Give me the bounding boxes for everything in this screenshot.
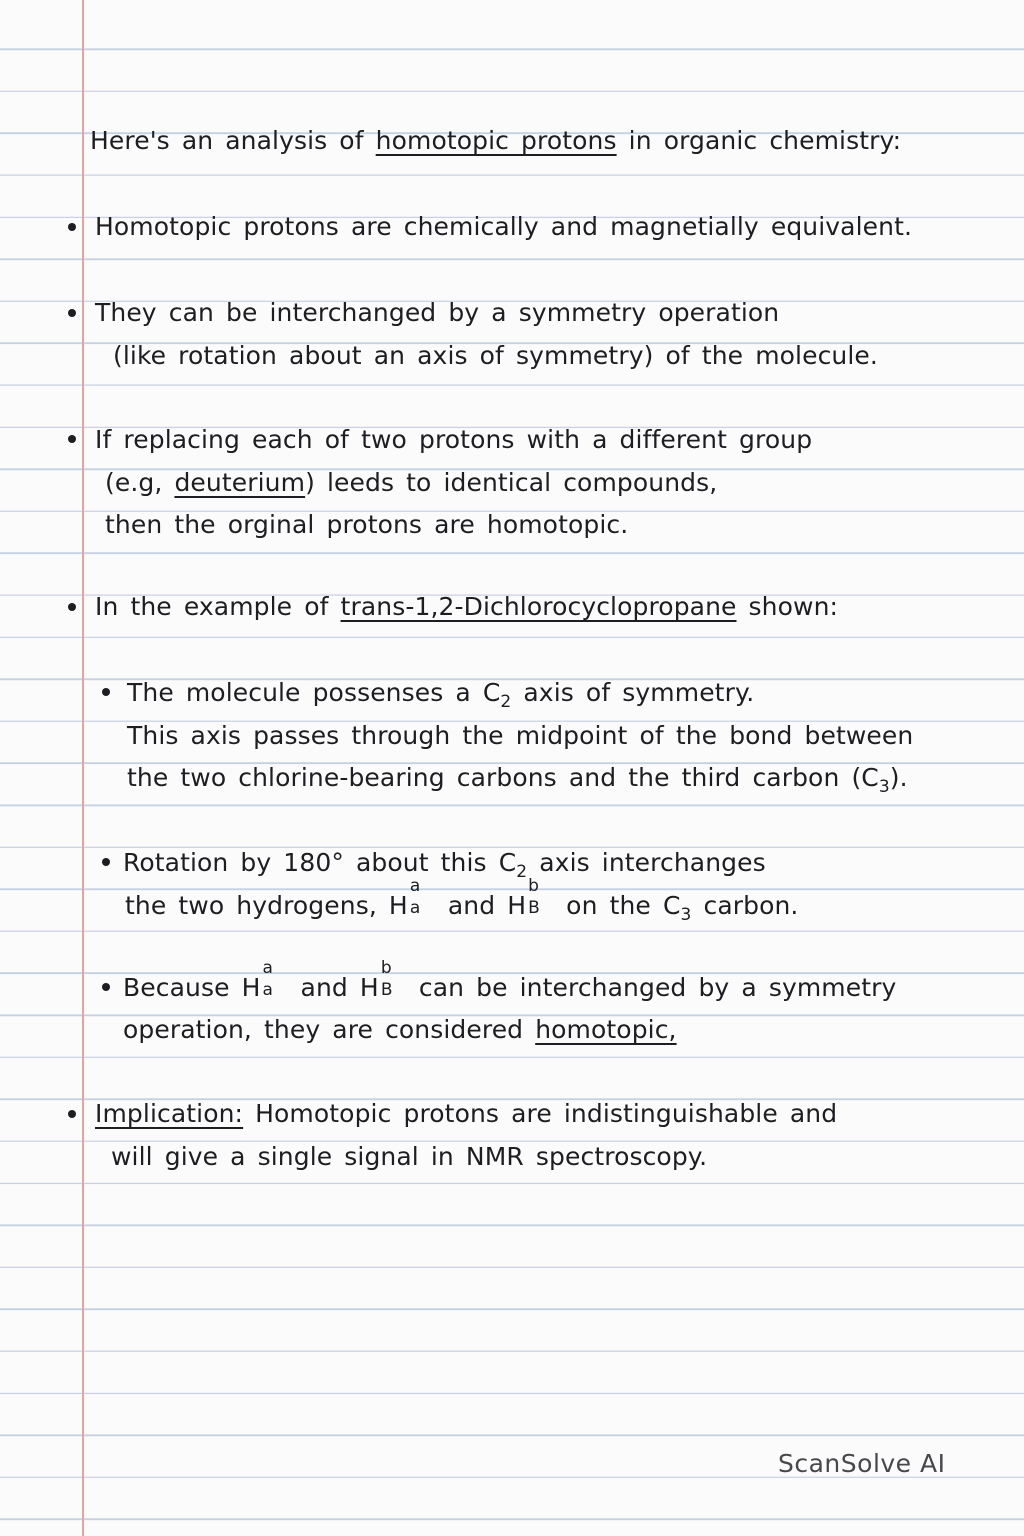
sub-bullet-1-line-1: The molecule possenses a $C_2$ axis of symmetry.: [127, 678, 755, 712]
sub-bullet-3-line-2: operation, they are considered homotopic,: [123, 1015, 677, 1044]
sub-bullet-2-line-2: the two hydrogens, H a a and H b B on the $C_3$ carbon.: [125, 876, 799, 925]
bullet-3-line-2: (e.g, deuterium) leeds to identical compounds,: [105, 468, 718, 497]
bullet-4-line-1: In the example of trans-1,2-Dichlorocyclopropane shown:: [95, 592, 839, 621]
bullet-5-line-2: will give a single signal in NMR spectroscopy.: [111, 1142, 708, 1171]
sub-bullet-2-line-1: Rotation by 180° about this $C_2$ axis interchanges: [123, 848, 766, 882]
term-deuterium: deuterium: [174, 468, 306, 497]
notebook-margin-line: [82, 0, 84, 1536]
sub-bullet-dot: [102, 983, 110, 991]
bullet-2-line-2: (like rotation about an axis of symmetry) of the molecule.: [113, 341, 878, 370]
intro-line: Here's an analysis of homotopic protons in organic chemistry:: [90, 126, 902, 155]
term-homotopic-protons: homotopic protons: [375, 126, 617, 155]
term-homotopic: homotopic,: [535, 1015, 677, 1044]
sub-bullet-dot: [102, 688, 110, 696]
bullet-3-line-3: then the orginal protons are homotopic.: [105, 510, 629, 539]
term-trans-dichlorocyclopropane: trans-1,2-Dichlorocyclopropane: [340, 592, 737, 621]
bullet-dot: [68, 603, 76, 611]
hydrogen-b-script: b B: [528, 876, 540, 918]
bullet-3-line-1: If replacing each of two protons with a different group: [95, 425, 813, 454]
hydrogen-a-script: a a: [409, 876, 421, 918]
sub-bullet-1-line-3: the two chlorine-bearing carbons and the third carbon $(C_3)$.: [127, 763, 908, 797]
bullet-dot: [68, 435, 76, 443]
bullet-dot: [68, 223, 76, 231]
bullet-dot: [68, 309, 76, 317]
bullet-dot: [68, 1110, 76, 1118]
hydrogen-b-script: b B: [380, 958, 393, 1000]
bullet-1-line-1: Homotopic protons are chemically and magnetially equivalent.: [95, 212, 913, 241]
bullet-2-line-1: They can be interchanged by a symmetry operation: [95, 298, 780, 327]
bullet-5-line-1: Implication: Homotopic protons are indistinguishable and: [95, 1099, 838, 1128]
implication-label: Implication:: [95, 1099, 244, 1128]
sub-bullet-3-line-1: Because H a a and H b B can be interchanged by a symmetry: [123, 958, 897, 1002]
sub-bullet-1-line-2: This axis passes through the midpoint of the bond between: [127, 721, 914, 750]
brand-logo-text: ScanSolve AI: [778, 1449, 946, 1478]
hydrogen-a-script: a a: [262, 958, 274, 1000]
sub-bullet-dot: [102, 858, 110, 866]
